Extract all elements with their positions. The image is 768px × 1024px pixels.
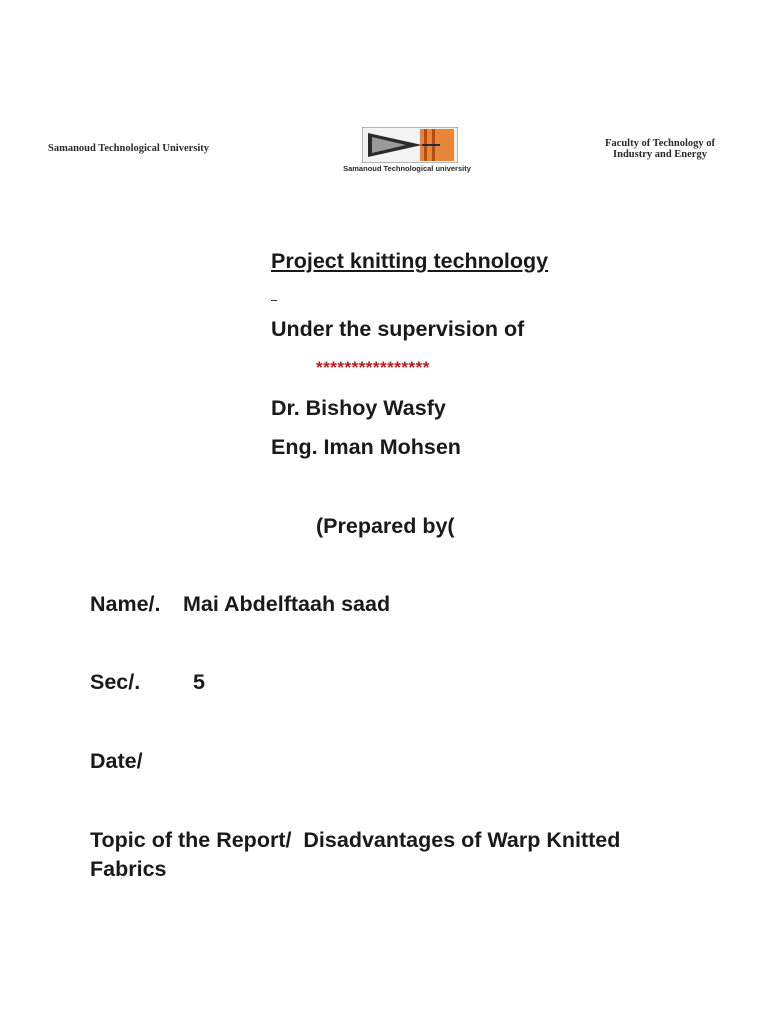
prepared-by: (Prepared by( — [316, 514, 455, 538]
date-label: Date/ — [90, 749, 143, 773]
supervision-label: Under the supervision of — [271, 317, 525, 341]
faculty-line-2: Industry and Energy — [613, 149, 707, 160]
faculty-line-1: Faculty of Technology of — [605, 138, 715, 149]
supervisor-1: Dr. Bishoy Wasfy — [271, 396, 446, 420]
underline-mark — [271, 300, 277, 301]
topic-label: Topic of the Report/ — [90, 828, 292, 852]
supervisor-2: Eng. Iman Mohsen — [271, 435, 461, 459]
sec-value: 5 — [193, 670, 205, 694]
stars-separator: **************** — [316, 358, 430, 377]
logo-caption: Samanoud Technological university — [343, 164, 471, 173]
topic-line — [90, 826, 690, 884]
university-logo-icon — [362, 127, 458, 163]
sec-label: Sec/. — [90, 670, 141, 694]
name-label: Name/. — [90, 592, 161, 616]
page-title: Project knitting technology — [271, 249, 549, 273]
faculty-name-right — [585, 138, 735, 160]
name-value: Mai Abdelftaah saad — [183, 592, 391, 616]
topic-value: Disadvantages of Warp Knitted Fabrics — [90, 828, 621, 881]
university-name-left: Samanoud Technological University — [48, 143, 210, 154]
